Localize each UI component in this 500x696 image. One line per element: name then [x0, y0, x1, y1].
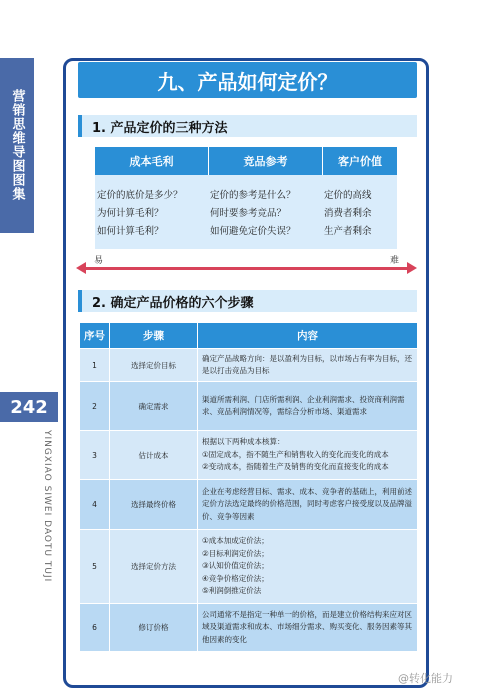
- row-number: 5: [80, 530, 110, 604]
- row-step: 估计成本: [110, 431, 198, 480]
- row-content: [198, 530, 418, 604]
- page-title: 九、产品如何定价？: [78, 62, 417, 98]
- content-line: 根据以下两种成本核算：: [202, 437, 285, 447]
- content-line: ⑤利润倒推定价法: [202, 586, 262, 596]
- arrow-left-icon: [76, 262, 86, 274]
- row-step: 选择定价方法: [110, 530, 198, 604]
- method-item: 定价的高线: [324, 190, 372, 201]
- row-step: 选择最终价格: [110, 480, 198, 530]
- method-item: 生产者剩余: [324, 226, 372, 237]
- sidebar-romanized-title: YINGXIAO SIWEI DAOTU TUJI: [42, 430, 52, 583]
- scale-hard-label: 难: [389, 256, 399, 266]
- method-column-cost: [95, 147, 208, 249]
- method-item: 如何计算毛利？: [97, 226, 164, 237]
- content-line: ②变动成本，指随着生产及销售的变化而直接变化的成本: [202, 462, 389, 472]
- table-row: [80, 604, 418, 652]
- scale-line: [84, 267, 409, 270]
- scale-easy-label: 易: [94, 256, 104, 266]
- section2-heading-text: 2. 确定产品价格的六个步骤: [92, 295, 254, 311]
- header-number: 序号: [80, 323, 110, 349]
- row-step: 修订价格: [110, 604, 198, 652]
- section2-heading: [78, 290, 417, 312]
- header-content: 内容: [198, 323, 418, 349]
- content-line: ④竞争价格定价法；: [202, 573, 269, 583]
- method-item: 何时要参考竞品？: [210, 208, 287, 219]
- table-row: [80, 480, 418, 530]
- content-line: ②目标利润定价法；: [202, 548, 269, 558]
- method-item: 定价的底价是多少？: [97, 190, 183, 201]
- header-step: 步骤: [110, 323, 198, 349]
- table-row: [80, 382, 418, 431]
- row-content: [198, 604, 418, 652]
- watermark: @转化能力: [398, 672, 453, 685]
- method-item: 如何避免定价失误？: [210, 226, 296, 237]
- row-step: 确定需求: [110, 382, 198, 431]
- content-line: 公司通常不是指定一种单一的价格，而是建立价格结构来应对区域及渠道需求和成本、市场细分需求、购买变化、服务因素等其他因素的变化: [202, 609, 412, 644]
- content-line: 企业在考虑经营目标、需求、成本、竞争者的基础上，利用前述定价方法选定最终的价格范围，同时考虑客户接受度以及品牌溢价、竞争等因素: [202, 486, 412, 521]
- content-line: ③认知价值定价法；: [202, 561, 269, 571]
- row-number: 2: [80, 382, 110, 431]
- content-line: ①成本加成定价法；: [202, 536, 269, 546]
- sidebar-book-title: 营销思维导图图集: [9, 88, 25, 201]
- row-content: [198, 382, 418, 431]
- arrow-right-icon: [407, 262, 417, 274]
- section1-heading-text: 1. 产品定价的三种方法: [92, 120, 228, 136]
- pricing-steps-table: [79, 322, 418, 652]
- table-row: [80, 431, 418, 480]
- pricing-methods-table: [95, 147, 397, 249]
- row-number: 4: [80, 480, 110, 530]
- row-step: 选择定价目标: [110, 349, 198, 382]
- method-column-competitor: [208, 147, 322, 249]
- difficulty-scale: [76, 258, 417, 278]
- row-number: 6: [80, 604, 110, 652]
- method-item: 消费者剩余: [324, 208, 372, 219]
- method-item: 为何计算毛利？: [97, 208, 164, 219]
- table-row: [80, 530, 418, 604]
- row-content: [198, 349, 418, 382]
- method-item: 定价的参考是什么？: [210, 190, 296, 201]
- row-content: [198, 480, 418, 530]
- section1-heading: [78, 115, 417, 137]
- row-number: 3: [80, 431, 110, 480]
- method-column-value: [322, 147, 397, 249]
- method-header: 成本毛利: [95, 147, 208, 175]
- method-header: 客户价值: [322, 147, 397, 175]
- page-number: 242: [0, 392, 58, 422]
- method-header: 竞品参考: [208, 147, 322, 175]
- row-number: 1: [80, 349, 110, 382]
- content-line: 确定产品战略方向：是以盈利为目标，以市场占有率为目标，还是以打击竞品为目标: [202, 353, 412, 375]
- table-header-row: [80, 323, 418, 349]
- table-row: [80, 349, 418, 382]
- content-line: 渠道所需利润、门店所需利润、企业利润需求、投资商利润需求、竞品利润情况等，需综合分析市场、渠道需求: [202, 394, 405, 416]
- row-content: [198, 431, 418, 480]
- content-line: ①固定成本，指不随生产和销售收入的变化而变化的成本: [202, 449, 389, 459]
